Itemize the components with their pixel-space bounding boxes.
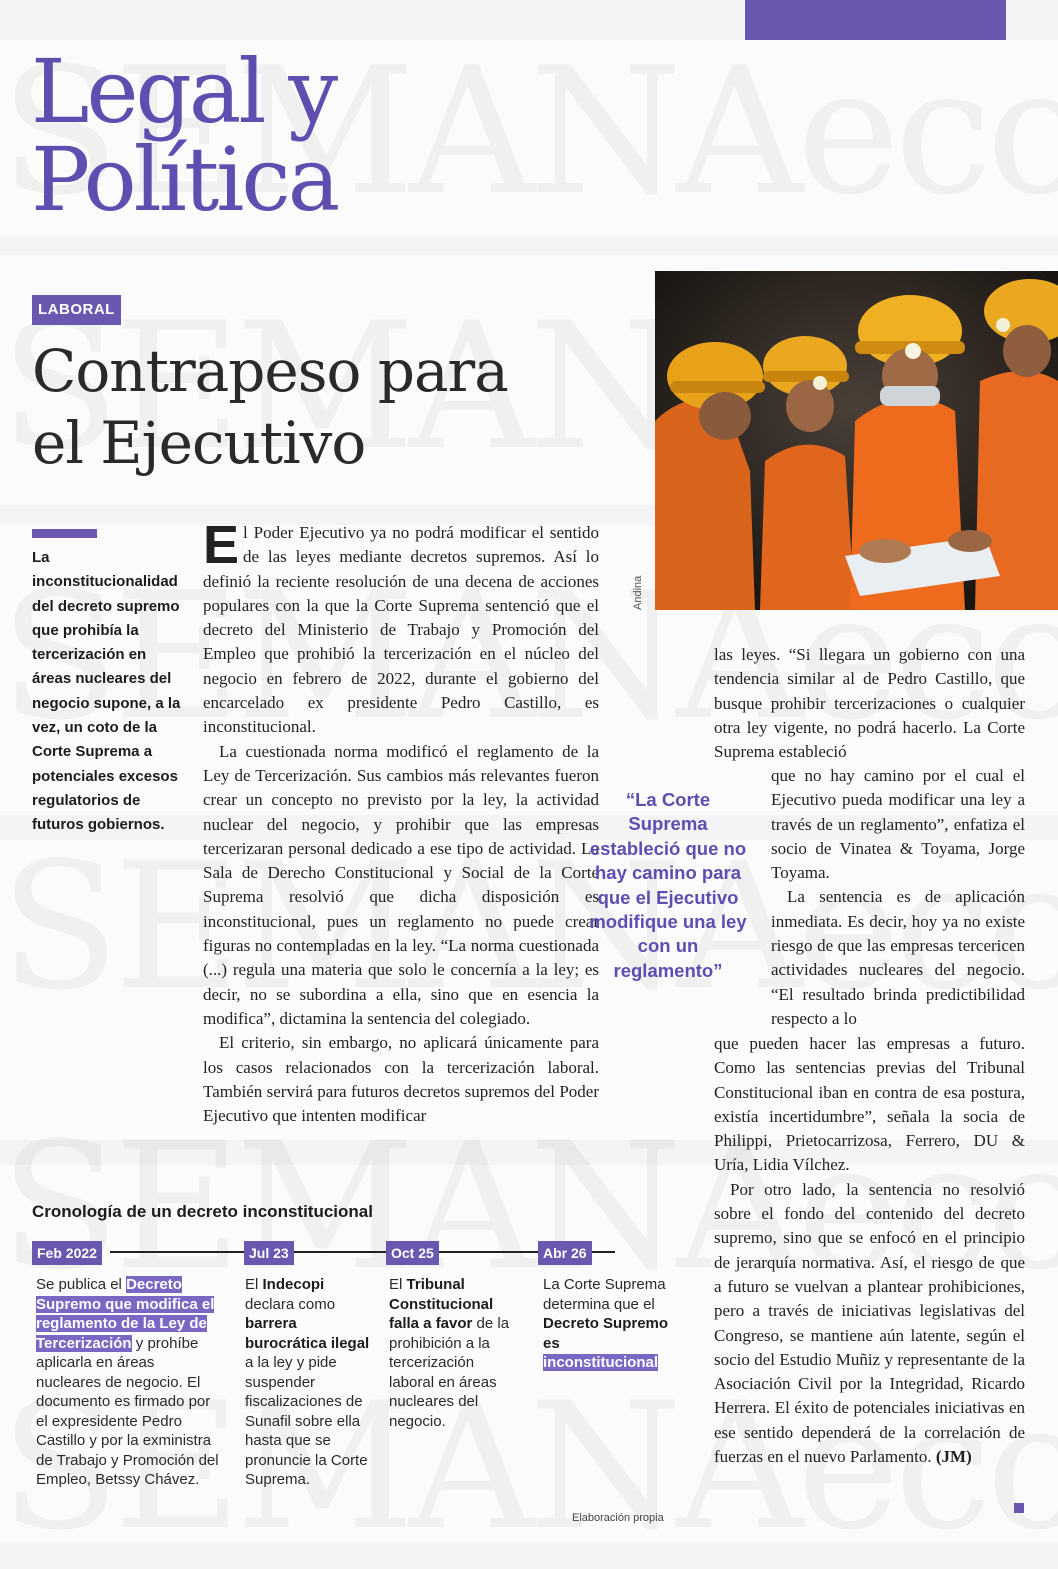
event-bold: Indecopi — [262, 1276, 325, 1293]
body-column-2-narrow — [771, 764, 1025, 1031]
article-headline — [32, 335, 632, 479]
paragraph — [203, 515, 599, 740]
top-accent-bar — [745, 0, 1006, 40]
event-bold: Tribunal Constitucional falla a favor — [389, 1276, 494, 1332]
event-text: El — [389, 1276, 407, 1293]
timeline-event — [245, 1275, 375, 1490]
source-note: Elaboración propia — [572, 1512, 664, 1524]
section-title-line: Política — [31, 128, 338, 231]
timeline-date: Jul 23 — [244, 1241, 294, 1265]
timeline-date: Oct 25 — [386, 1241, 439, 1265]
timeline-date: Abr 26 — [538, 1241, 592, 1265]
paragraph-text: Por otro lado, la sentencia no resolvió sobre el fondo del contenido del decreto supremo, sino que se enfocó en el principio de jerarquía normativa. Así, el riesgo de que a futuro se vuelvan a plantear prohibiciones, pero a través de iniciativas legislativas del Congreso, se mantiene aún latente, según el socio del Estudio Muñiz y representante de la Asociación Civil por la Integridad, Ricardo Herrera. El éxito de potenciales iniciativas en ese sentido dependerá de la correlación de fuerzas en el nuevo Parlamento. — [714, 1179, 1025, 1467]
event-bold: Decreto Supremo es — [543, 1315, 669, 1352]
body-column-2-top — [714, 643, 1025, 764]
paragraph: La sentencia es de aplicación inmediata. Es decir, hoy ya no existe riesgo de que las empresas tercericen actividades nucleares del negocio. “El resultado brinda predictibilidad respecto a lo — [771, 887, 1025, 1028]
body-column-1 — [203, 515, 599, 1128]
chronology-title: Cronología de un decreto inconstitucional — [32, 1202, 373, 1221]
headline-line: Contrapeso para — [32, 337, 508, 405]
paragraph — [714, 1178, 1025, 1470]
miners-illustration — [655, 271, 1058, 610]
event-bold: barrera burocrática ilegal — [245, 1315, 370, 1352]
author-signature: (JM) — [935, 1447, 972, 1467]
event-text: de la prohibición a la tercerización laboral en áreas nucleares del negocio. — [389, 1315, 510, 1430]
lead-rule — [32, 529, 97, 538]
article-lead: La inconstitucionalidad del decreto supremo que prohibía la tercerización en áreas nucleares del negocio supone, a la vez, un coto de la Corte Suprema a potenciales excesos regulatorios de futuros gobiernos. — [32, 549, 181, 834]
timeline-event — [36, 1275, 221, 1490]
event-text: a la ley y pide suspender fiscalizaciones de Sunafil sobre ella hasta que se pronuncie la Corte Suprema. — [245, 1354, 368, 1488]
photo-credit-wrap — [632, 575, 646, 650]
paragraph: El criterio, sin embargo, no aplicará únicamente para los casos relacionados con la tercerización laboral. También servirá para futuros decretos supremos del Poder Ejecutivo que intenten modificar — [203, 1033, 599, 1126]
timeline-date: Feb 2022 — [32, 1241, 102, 1265]
event-text: La Corte Suprema determina que el — [543, 1276, 666, 1313]
end-mark — [1014, 1500, 1024, 1518]
event-highlight: inconstitucional — [543, 1354, 659, 1371]
event-text: El — [245, 1276, 263, 1293]
timeline-event — [543, 1275, 678, 1373]
pull-quote: “La Corte Suprema estableció que no hay camino para que el Ejecutivo modifique una ley con un reglamento” — [589, 789, 747, 981]
article-photo — [655, 271, 1058, 610]
timeline-event — [389, 1275, 521, 1431]
drop-cap: E — [203, 515, 240, 575]
paragraph: que pueden hacer las empresas a futuro. Como las sentencias previas del Tribunal Constitucional iban en contra de esa postura, existía incertidumbre”, señala la socia de Philippi, Prietocarrizosa, Ferrero, DU & Uría, Lidia Vílchez. — [714, 1034, 1025, 1175]
section-title — [31, 40, 338, 231]
event-text: Se publica el — [36, 1276, 127, 1293]
section-title-line: Legal y — [31, 40, 336, 143]
body-column-2-bottom — [714, 1032, 1025, 1469]
event-highlight: Decreto Supremo que modifica el reglamento de la Ley de Tercerización — [36, 1276, 215, 1352]
category-tag: LABORAL — [32, 295, 121, 325]
paragraph: que no hay camino por el cual el Ejecutivo pueda modificar una ley a través de un reglamento”, enfatiza el socio de Vinatea & Toyama, Jorge Toyama. — [771, 766, 1025, 883]
photo-credit: Andina — [632, 575, 644, 610]
event-text: y prohíbe aplicarla en áreas nucleares de negocio. El documento es firmado por el expresidente Pedro Castillo y por la exministra de Trabajo y Promoción del Empleo, Betssy Chávez. — [36, 1334, 219, 1488]
paragraph-text: l Poder Ejecutivo ya no podrá modificar el sentido de las leyes mediante decretos supremos. Así lo definió la reciente resolución de una decena de acciones populares con la que la Corte Suprema sentenció que el decreto del Ministerio de Trabajo y Promoción del Empleo que prohibió la tercerización en el núcleo del negocio en febrero de 2022, durante el gobierno del encarcelado ex presidente Pedro Castillo, es inconstitucional. — [203, 523, 599, 737]
paragraph: las leyes. “Si llegara un gobierno con una tendencia similar al de Pedro Castillo, que busque prohibir tercerizaciones o cualquier otra ley vigente, no podrá hacerlo. La Corte Suprema estableció — [714, 645, 1025, 762]
end-square-icon — [1014, 1503, 1024, 1513]
paragraph: La cuestionada norma modificó el reglamento de la Ley de Tercerización. Sus cambios más relevantes fueron crear un concepto no previsto por la ley, la actividad nuclear del negocio, y prohibir que las empresas tercerizaran personal dedicado a ese tipo de actividad. La Sala de Derecho Constitucional y Social de la Corte Suprema resolvió que dicha disposición es inconstitucional, pues un reglamento no puede crear figuras no contempladas en la ley. “La norma cuestionada (...) regula una materia que solo le concernía a la ley; es decir, no se subordina a ella, sino que en esencia la modifica”, dictamina la sentencia del colegiado. — [203, 741, 599, 1028]
headline-line: el Ejecutivo — [32, 409, 366, 477]
event-text: declara como — [245, 1295, 336, 1313]
